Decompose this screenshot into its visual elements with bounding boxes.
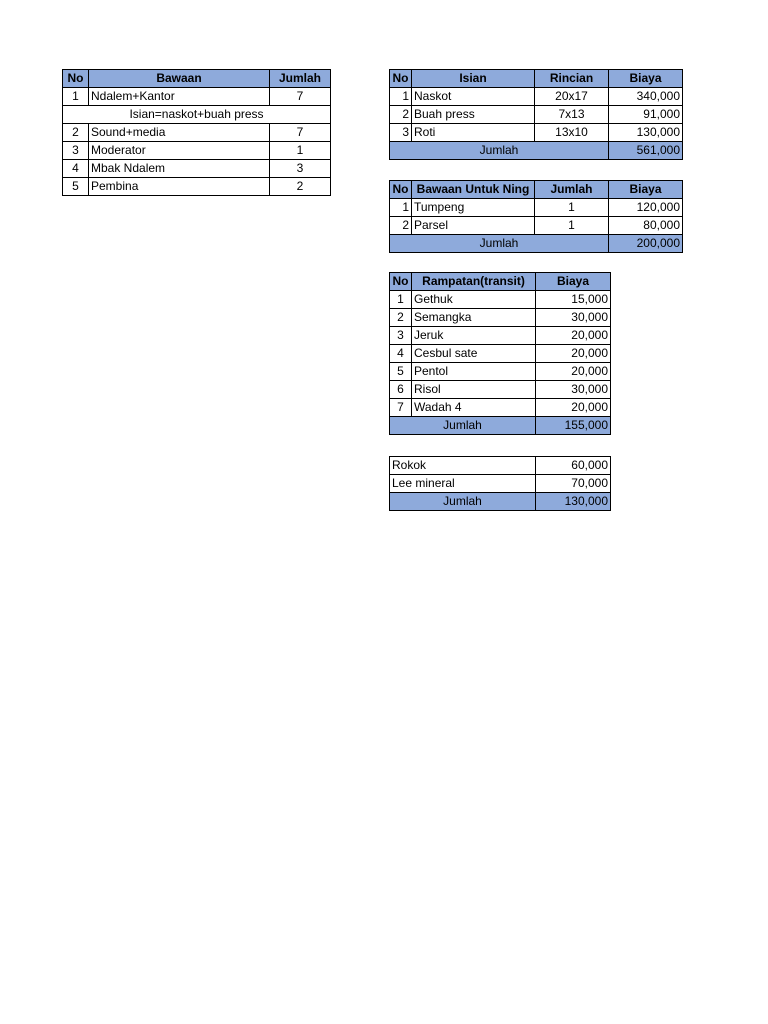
header-bawaan: Bawaan xyxy=(89,70,270,88)
header-biaya: Biaya xyxy=(609,181,683,199)
row-no: 2 xyxy=(63,124,89,142)
header-jumlah: Jumlah xyxy=(270,70,331,88)
row-no: 1 xyxy=(390,88,412,106)
isian-header-row xyxy=(390,70,683,88)
lain-table xyxy=(389,456,611,511)
table-row xyxy=(63,88,331,106)
header-no: No xyxy=(390,273,412,291)
row-biaya: 30,000 xyxy=(536,309,611,327)
row-item: Sound+media xyxy=(89,124,270,142)
row-biaya: 20,000 xyxy=(536,327,611,345)
row-biaya: 20,000 xyxy=(536,345,611,363)
table-row xyxy=(390,199,683,217)
total-label: Jumlah xyxy=(390,417,536,435)
row-item: Tumpeng xyxy=(412,199,535,217)
row-item: Gethuk xyxy=(412,291,536,309)
table-row xyxy=(390,327,611,345)
row-no: 4 xyxy=(63,160,89,178)
table-row xyxy=(390,217,683,235)
table-row xyxy=(63,124,331,142)
table-row xyxy=(63,160,331,178)
total-row xyxy=(390,493,611,511)
row-item: Pentol xyxy=(412,363,536,381)
table-row xyxy=(390,399,611,417)
total-row xyxy=(390,417,611,435)
table-row xyxy=(390,475,611,493)
header-isian: Isian xyxy=(412,70,535,88)
row-no: 2 xyxy=(390,309,412,327)
header-bawaan-ning: Bawaan Untuk Ning xyxy=(412,181,535,199)
row-jumlah: 1 xyxy=(535,199,609,217)
row-item: Roti xyxy=(412,124,535,142)
row-item: Moderator xyxy=(89,142,270,160)
total-label: Jumlah xyxy=(390,493,536,511)
total-value: 561,000 xyxy=(609,142,683,160)
header-rampatan: Rampatan(transit) xyxy=(412,273,536,291)
table-row xyxy=(63,142,331,160)
total-value: 200,000 xyxy=(609,235,683,253)
ning-header-row xyxy=(390,181,683,199)
isian-table xyxy=(389,69,683,160)
table-row xyxy=(390,381,611,399)
row-no: 1 xyxy=(63,88,89,106)
row-item: Pembina xyxy=(89,178,270,196)
row-no: 3 xyxy=(390,124,412,142)
header-jumlah: Jumlah xyxy=(535,181,609,199)
header-no: No xyxy=(390,181,412,199)
row-item: Buah press xyxy=(412,106,535,124)
header-no: No xyxy=(390,70,412,88)
total-label: Jumlah xyxy=(390,142,609,160)
row-no: 1 xyxy=(390,291,412,309)
row-biaya: 20,000 xyxy=(536,363,611,381)
row-biaya: 70,000 xyxy=(536,475,611,493)
table-row xyxy=(63,178,331,196)
row-biaya: 20,000 xyxy=(536,399,611,417)
table-row xyxy=(390,291,611,309)
table-row xyxy=(390,106,683,124)
note-row xyxy=(63,106,331,124)
total-value: 130,000 xyxy=(536,493,611,511)
row-biaya: 91,000 xyxy=(609,106,683,124)
table-row xyxy=(390,309,611,327)
row-no: 5 xyxy=(390,363,412,381)
row-rincian: 7x13 xyxy=(535,106,609,124)
row-no: 1 xyxy=(390,199,412,217)
row-item: Semangka xyxy=(412,309,536,327)
row-biaya: 120,000 xyxy=(609,199,683,217)
row-item: Mbak Ndalem xyxy=(89,160,270,178)
row-biaya: 60,000 xyxy=(536,457,611,475)
rampatan-header-row xyxy=(390,273,611,291)
row-item: Rokok xyxy=(390,457,536,475)
bawaan-header-row xyxy=(63,70,331,88)
row-no: 7 xyxy=(390,399,412,417)
row-item: Ndalem+Kantor xyxy=(89,88,270,106)
row-item: Jeruk xyxy=(412,327,536,345)
row-no: 5 xyxy=(63,178,89,196)
row-biaya: 30,000 xyxy=(536,381,611,399)
header-biaya: Biaya xyxy=(536,273,611,291)
row-rincian: 20x17 xyxy=(535,88,609,106)
row-biaya: 340,000 xyxy=(609,88,683,106)
row-no: 3 xyxy=(63,142,89,160)
total-value: 155,000 xyxy=(536,417,611,435)
row-item: Wadah 4 xyxy=(412,399,536,417)
row-jumlah: 2 xyxy=(270,178,331,196)
row-no: 2 xyxy=(390,106,412,124)
total-row xyxy=(390,235,683,253)
table-row xyxy=(390,88,683,106)
header-biaya: Biaya xyxy=(609,70,683,88)
row-no: 6 xyxy=(390,381,412,399)
total-label: Jumlah xyxy=(390,235,609,253)
row-jumlah: 1 xyxy=(270,142,331,160)
rampatan-table xyxy=(389,272,611,435)
total-row xyxy=(390,142,683,160)
table-row xyxy=(390,457,611,475)
table-row xyxy=(390,363,611,381)
ning-table xyxy=(389,180,683,253)
row-no: 3 xyxy=(390,327,412,345)
row-item: Cesbul sate xyxy=(412,345,536,363)
row-jumlah: 7 xyxy=(270,124,331,142)
row-jumlah: 1 xyxy=(535,217,609,235)
header-rincian: Rincian xyxy=(535,70,609,88)
row-no: 4 xyxy=(390,345,412,363)
row-biaya: 80,000 xyxy=(609,217,683,235)
row-item: Lee mineral xyxy=(390,475,536,493)
table-row xyxy=(390,345,611,363)
row-item: Risol xyxy=(412,381,536,399)
row-biaya: 15,000 xyxy=(536,291,611,309)
bawaan-table xyxy=(62,69,331,196)
row-jumlah: 7 xyxy=(270,88,331,106)
row-item: Parsel xyxy=(412,217,535,235)
row-rincian: 13x10 xyxy=(535,124,609,142)
isian-note: Isian=naskot+buah press xyxy=(63,106,331,124)
table-row xyxy=(390,124,683,142)
header-no: No xyxy=(63,70,89,88)
row-item: Naskot xyxy=(412,88,535,106)
row-biaya: 130,000 xyxy=(609,124,683,142)
row-no: 2 xyxy=(390,217,412,235)
row-jumlah: 3 xyxy=(270,160,331,178)
